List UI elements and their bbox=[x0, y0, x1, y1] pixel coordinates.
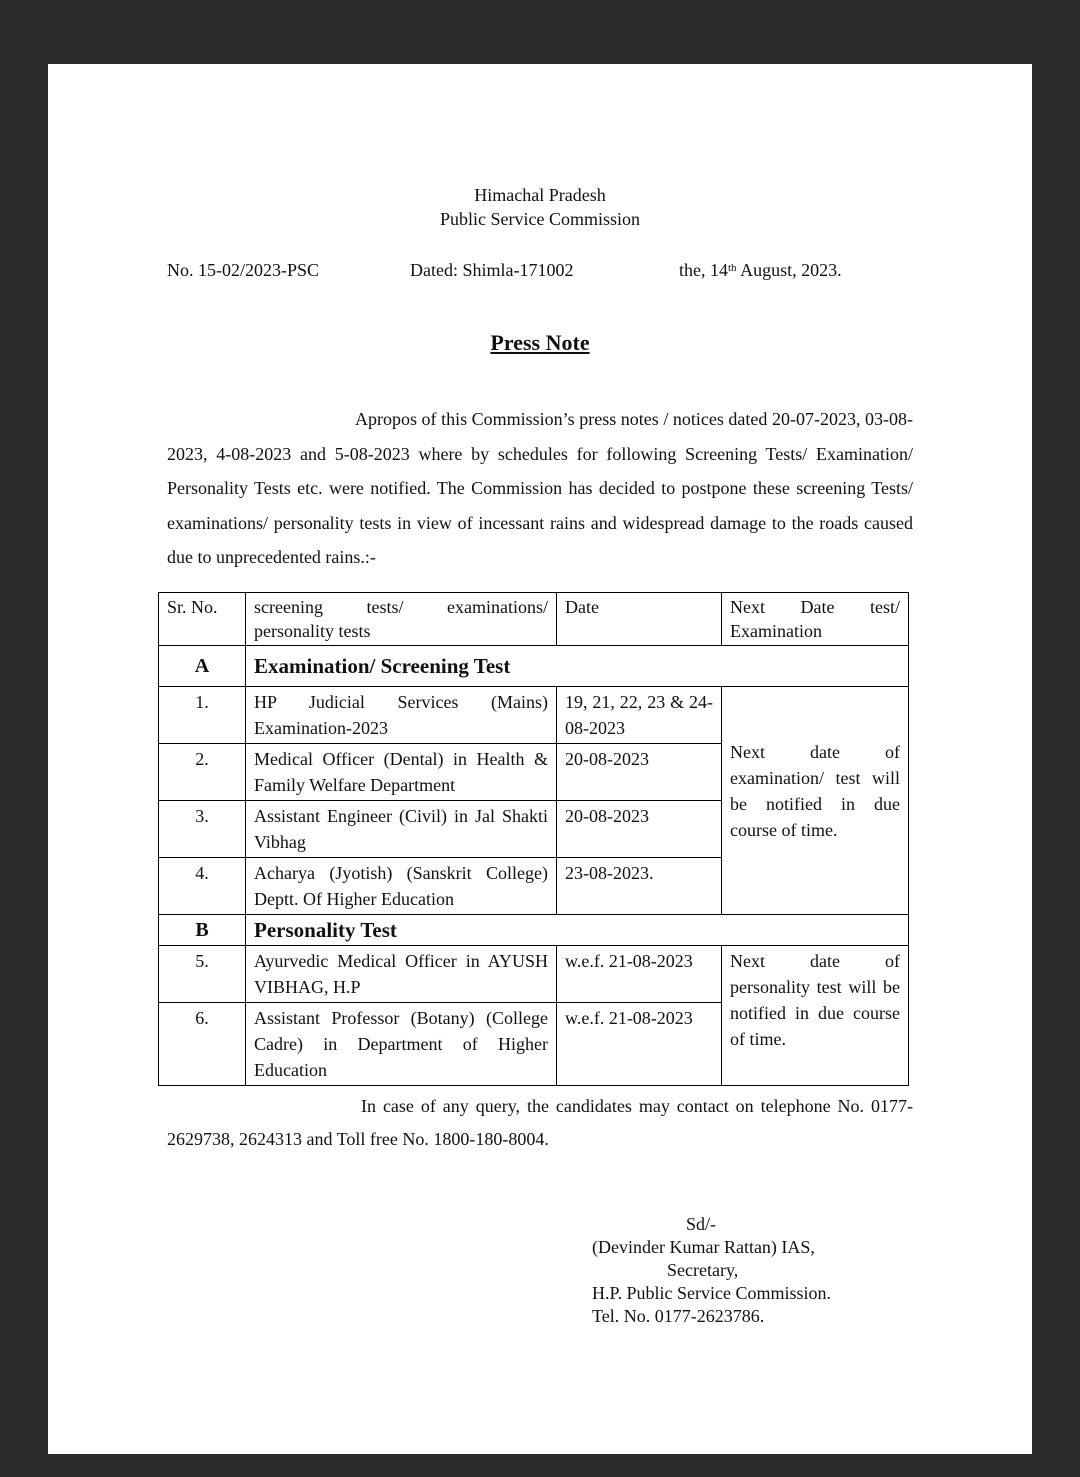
signatory-office: H.P. Public Service Commission. bbox=[592, 1283, 832, 1303]
table-header-row bbox=[159, 593, 909, 646]
row-sr-no: 2. bbox=[159, 744, 246, 801]
issue-date-month-year: August, 2023. bbox=[736, 260, 842, 280]
section-a-title: Examination/ Screening Test bbox=[246, 646, 909, 687]
intro-paragraph: Apropos of this Commission’s press notes / notices dated 20-07-2023, 03-08-2023, 4-08-2023 and 5-08-2023 where by schedules for following Screening Tests/ Examination/ Personality Tests etc. were notified. The Commission has decided to postpone these screening Tests/ examinations/ personality tests in view of incessant rains and widespread damage to the roads caused due to unprecedented rains.:- bbox=[167, 409, 913, 567]
row-sr-no: 1. bbox=[159, 687, 246, 744]
query-paragraph: In case of any query, the candidates may contact on telephone No. 0177- 2629738, 2624313 and Toll free No. 1800-180-8004. bbox=[167, 1096, 913, 1149]
header-next-date: Next Date test/ Examination bbox=[722, 593, 909, 646]
signatory-designation: Secretary, bbox=[667, 1260, 739, 1280]
row-date: 19, 21, 22, 23 & 24-08-2023 bbox=[557, 687, 722, 744]
section-a-row bbox=[159, 646, 909, 687]
table-row bbox=[159, 687, 909, 744]
issue-date-suffix: th bbox=[728, 262, 737, 274]
issue-date bbox=[679, 258, 842, 282]
row-sr-no: 6. bbox=[159, 1003, 246, 1086]
row-date: 20-08-2023 bbox=[557, 744, 722, 801]
section-b-title: Personality Test bbox=[246, 915, 909, 946]
row-date: w.e.f. 21-08-2023 bbox=[557, 946, 722, 1003]
signature-sd: Sd/- bbox=[686, 1214, 717, 1234]
row-test-name: Assistant Professor (Botany) (College Cadre) in Department of Higher Education bbox=[246, 1003, 557, 1086]
signatory-telephone: Tel. No. 0177-2623786. bbox=[592, 1306, 765, 1326]
header-test-name: screening tests/ examinations/ personality tests bbox=[246, 593, 557, 646]
issue-date-day: the, 14 bbox=[679, 260, 728, 280]
row-test-name: Acharya (Jyotish) (Sanskrit College) Deptt. Of Higher Education bbox=[246, 858, 557, 915]
row-sr-no: 5. bbox=[159, 946, 246, 1003]
header-sr-no: Sr. No. bbox=[159, 593, 246, 646]
section-a-label: A bbox=[159, 646, 246, 687]
header-line-2: Public Service Commission bbox=[440, 209, 640, 229]
section-b-next-date-note: Next date of personality test will be notified in due course of time. bbox=[722, 946, 909, 1086]
page-title: Press Note bbox=[490, 330, 590, 355]
schedule-table bbox=[158, 592, 909, 1086]
section-a-next-date-note: Next date of examination/ test will be notified in due course of time. bbox=[722, 687, 909, 915]
dated-place: Dated: Shimla-171002 bbox=[410, 260, 574, 280]
row-sr-no: 3. bbox=[159, 801, 246, 858]
table-row bbox=[159, 946, 909, 1003]
header-date: Date bbox=[557, 593, 722, 646]
row-test-name: Assistant Engineer (Civil) in Jal Shakti Vibhag bbox=[246, 801, 557, 858]
section-b-label: B bbox=[159, 915, 246, 946]
section-b-row bbox=[159, 915, 909, 946]
row-test-name: Medical Officer (Dental) in Health & Family Welfare Department bbox=[246, 744, 557, 801]
row-date: w.e.f. 21-08-2023 bbox=[557, 1003, 722, 1086]
signatory-name: (Devinder Kumar Rattan) IAS, bbox=[592, 1237, 815, 1257]
document-page bbox=[48, 64, 1032, 1454]
row-date: 23-08-2023. bbox=[557, 858, 722, 915]
row-test-name: HP Judicial Services (Mains) Examination-2023 bbox=[246, 687, 557, 744]
reference-number: No. 15-02/2023-PSC bbox=[167, 260, 320, 280]
row-test-name: Ayurvedic Medical Officer in AYUSH VIBHAG, H.P bbox=[246, 946, 557, 1003]
row-sr-no: 4. bbox=[159, 858, 246, 915]
header-line-1: Himachal Pradesh bbox=[474, 185, 606, 205]
row-date: 20-08-2023 bbox=[557, 801, 722, 858]
